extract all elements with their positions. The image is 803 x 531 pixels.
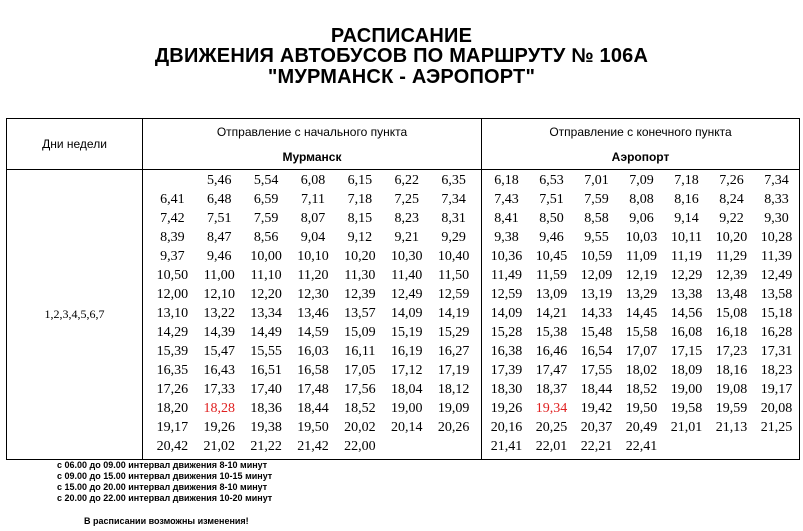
departure-time: 15,28	[490, 325, 523, 340]
departure-time: 18,23	[760, 363, 793, 378]
departure-time: 7,18	[674, 173, 699, 188]
interval-note: с 06.00 до 09.00 интервал движения 8-10 минут	[57, 460, 268, 470]
departure-time: 11,19	[671, 249, 702, 264]
departure-time: 14,59	[297, 325, 329, 340]
departure-time: 19,58	[670, 401, 703, 416]
departure-time: 9,29	[441, 230, 466, 245]
time-row	[149, 247, 477, 266]
departure-time: 6,35	[441, 173, 466, 188]
departure-time: 18,28	[203, 401, 236, 416]
departure-time: 20,25	[535, 420, 568, 435]
departure-time: 14,39	[203, 325, 236, 340]
departure-time: 11,30	[344, 268, 376, 283]
departure-time: 13,48	[715, 287, 748, 302]
departure-time: 12,59	[490, 287, 523, 302]
departure-time: 20,42	[156, 439, 189, 454]
departure-time: 21,13	[715, 420, 748, 435]
departure-time: 7,11	[301, 192, 325, 207]
murmansk-times	[143, 170, 482, 460]
departure-time: 17,15	[670, 344, 703, 359]
departure-time	[430, 437, 477, 456]
departure-time: 16,19	[390, 344, 423, 359]
departure-time: 18,16	[715, 363, 748, 378]
time-row	[149, 323, 477, 342]
title-line-1: РАСПИСАНИЕ	[330, 25, 473, 47]
time-row	[484, 342, 799, 361]
departure-time: 19,50	[297, 420, 329, 435]
departure-time: 9,12	[347, 230, 373, 245]
departure-time: 20,26	[437, 420, 470, 435]
departure-time: 14,09	[390, 306, 423, 321]
departure-time: 14,09	[490, 306, 523, 321]
departure-time: 9,46	[207, 249, 232, 264]
departure-time: 10,10	[297, 249, 329, 264]
departure-time: 14,19	[437, 306, 470, 321]
departure-time: 15,08	[715, 306, 748, 321]
departure-time: 10,03	[625, 230, 658, 245]
departure-time: 16,08	[670, 325, 703, 340]
title-line-2: ДВИЖЕНИЯ АВТОБУСОВ ПО МАРШРУТУ № 106А	[154, 45, 649, 67]
departure-time: 9,04	[300, 230, 326, 245]
departure-time: 22,01	[535, 439, 568, 454]
departure-time: 8,58	[584, 211, 609, 226]
departure-time: 11,29	[716, 249, 747, 264]
departure-time: 13,10	[156, 306, 189, 321]
departure-time: 14,29	[156, 325, 189, 340]
departure-time: 9,14	[674, 211, 699, 226]
departure-time: 10,45	[535, 249, 568, 264]
departure-time: 18,37	[535, 382, 568, 397]
departure-time: 21,02	[203, 439, 236, 454]
interval-note: с 15.00 до 20.00 интервал движения 8-10 минут	[57, 482, 268, 492]
departure-time: 12,09	[580, 268, 613, 283]
departure-time: 12,19	[625, 268, 658, 283]
departure-time: 11,50	[438, 268, 470, 283]
departure-time: 17,55	[580, 363, 613, 378]
interval-note: с 20.00 до 22.00 интервал движения 10-20 минут	[57, 493, 273, 503]
time-row	[149, 380, 477, 399]
departure-time: 12,20	[250, 287, 282, 302]
departure-time: 8,47	[207, 230, 232, 245]
departure-time: 8,39	[160, 230, 185, 245]
departure-time: 10,30	[390, 249, 423, 264]
departure-time: 13,22	[203, 306, 236, 321]
departure-time: 6,08	[300, 173, 326, 188]
departure-time: 7,18	[347, 192, 373, 207]
time-row	[149, 342, 477, 361]
departure-time: 8,16	[674, 192, 699, 207]
departure-time: 18,02	[625, 363, 658, 378]
departure-time: 12,00	[156, 287, 189, 302]
time-row	[484, 285, 799, 304]
time-row	[484, 247, 799, 266]
departure-time: 19,09	[437, 401, 470, 416]
departure-time: 5,54	[253, 173, 279, 188]
departure-time: 8,15	[347, 211, 373, 226]
departure-time: 8,24	[719, 192, 744, 207]
departure-time: 7,09	[629, 173, 654, 188]
days-header: Дни недели	[7, 119, 143, 170]
interval-notes	[57, 460, 272, 504]
departure-time: 18,36	[250, 401, 282, 416]
departure-time: 14,45	[625, 306, 658, 321]
departure-time: 11,10	[250, 268, 282, 283]
departure-time: 17,33	[203, 382, 236, 397]
time-row	[149, 171, 477, 190]
departure-time: 19,26	[490, 401, 523, 416]
departure-time: 5,46	[207, 173, 232, 188]
departure-time: 14,21	[535, 306, 568, 321]
departure-time: 15,18	[760, 306, 793, 321]
departure-time: 18,12	[437, 382, 470, 397]
departure-time: 20,16	[490, 420, 523, 435]
departure-time: 16,54	[580, 344, 613, 359]
departure-time: 22,00	[344, 439, 376, 454]
departure-time: 20,49	[625, 420, 658, 435]
departure-time: 17,48	[297, 382, 329, 397]
departure-time: 10,11	[671, 230, 702, 245]
time-row	[484, 323, 799, 342]
departure-time: 8,56	[253, 230, 279, 245]
departure-time: 12,39	[344, 287, 376, 302]
departure-time: 19,59	[715, 401, 748, 416]
departure-time: 9,06	[629, 211, 654, 226]
departure-time: 12,30	[297, 287, 329, 302]
departure-time: 7,42	[160, 211, 185, 226]
time-row	[484, 266, 799, 285]
departure-time: 21,22	[250, 439, 282, 454]
departure-time: 12,49	[760, 268, 793, 283]
departure-time: 17,05	[344, 363, 376, 378]
time-row	[484, 209, 799, 228]
departure-time: 21,42	[297, 439, 329, 454]
departure-time: 8,50	[539, 211, 564, 226]
departure-time: 18,30	[490, 382, 523, 397]
departure-time: 18,09	[670, 363, 703, 378]
departure-time: 7,26	[719, 173, 744, 188]
departure-time: 19,17	[760, 382, 793, 397]
departure-time: 12,39	[715, 268, 748, 283]
departure-time: 18,52	[625, 382, 658, 397]
departure-time: 20,02	[344, 420, 376, 435]
departure-time: 9,22	[719, 211, 744, 226]
departure-time: 21,41	[490, 439, 523, 454]
departure-time: 13,29	[625, 287, 658, 302]
departure-time: 19,50	[625, 401, 658, 416]
departure-time: 16,38	[490, 344, 523, 359]
departure-time: 15,38	[535, 325, 568, 340]
departure-time: 7,25	[394, 192, 419, 207]
departure-time: 10,59	[580, 249, 613, 264]
departure-start-point: Мурманск	[282, 150, 342, 164]
departure-time: 15,29	[437, 325, 470, 340]
departure-time: 7,34	[441, 192, 466, 207]
departure-time: 17,12	[390, 363, 423, 378]
time-row	[484, 228, 799, 247]
departure-time: 12,10	[203, 287, 236, 302]
departure-time: 18,20	[156, 401, 189, 416]
departure-time: 11,59	[536, 268, 567, 283]
departure-time: 17,47	[535, 363, 568, 378]
departure-time: 10,20	[344, 249, 376, 264]
time-row	[149, 418, 477, 437]
schedule-table	[6, 118, 800, 460]
departure-time: 6,59	[253, 192, 279, 207]
departure-time: 11,40	[391, 268, 423, 283]
departure-time: 16,28	[760, 325, 793, 340]
departure-time: 15,39	[156, 344, 189, 359]
departure-time: 8,08	[629, 192, 654, 207]
departure-time: 18,44	[580, 382, 613, 397]
departure-time: 8,41	[494, 211, 519, 226]
departure-time: 17,40	[250, 382, 282, 397]
departure-time: 16,11	[344, 344, 376, 359]
time-row	[484, 190, 799, 209]
departure-time: 11,20	[297, 268, 329, 283]
departure-time: 12,49	[390, 287, 423, 302]
departure-time: 19,42	[580, 401, 613, 416]
departure-time	[754, 437, 799, 456]
time-row	[149, 361, 477, 380]
departure-time: 15,19	[390, 325, 423, 340]
departure-time: 6,41	[160, 192, 185, 207]
departure-time: 14,49	[250, 325, 282, 340]
time-row	[149, 399, 477, 418]
departure-time: 6,18	[494, 173, 519, 188]
departure-time: 18,52	[344, 401, 376, 416]
departure-time: 18,04	[390, 382, 423, 397]
title-line-3: "МУРМАНСК - АЭРОПОРТ"	[267, 66, 536, 88]
departure-time: 6,22	[394, 173, 419, 188]
schedule-change-notice: В расписании возможны изменения!	[84, 516, 249, 526]
time-row	[484, 361, 799, 380]
departure-time: 15,55	[250, 344, 282, 359]
departure-time: 15,58	[625, 325, 658, 340]
departure-time: 20,14	[390, 420, 423, 435]
departure-time: 19,00	[670, 382, 703, 397]
departure-end-point: Аэропорт	[611, 150, 670, 164]
departure-time: 8,23	[394, 211, 419, 226]
departure-start-label: Отправление с начального пункта	[216, 125, 408, 139]
departure-time: 17,39	[490, 363, 523, 378]
time-row	[484, 380, 799, 399]
departure-time: 16,27	[437, 344, 470, 359]
departure-time: 18,44	[297, 401, 329, 416]
departure-time: 10,28	[760, 230, 793, 245]
departure-time: 17,31	[760, 344, 793, 359]
departure-time: 9,37	[160, 249, 185, 264]
departure-time: 13,46	[297, 306, 329, 321]
departure-time: 8,07	[300, 211, 326, 226]
departure-time: 9,21	[394, 230, 419, 245]
departure-time: 6,48	[207, 192, 232, 207]
departure-time: 17,23	[715, 344, 748, 359]
departure-time: 9,30	[764, 211, 789, 226]
departure-time: 12,29	[670, 268, 703, 283]
departure-time: 17,26	[156, 382, 189, 397]
departure-time: 15,09	[344, 325, 376, 340]
time-row	[149, 266, 477, 285]
departure-time: 16,46	[535, 344, 568, 359]
time-row	[149, 285, 477, 304]
time-row	[149, 437, 477, 456]
departure-time: 20,37	[580, 420, 613, 435]
departure-time: 13,57	[344, 306, 376, 321]
murmansk-header	[143, 119, 482, 170]
departure-time: 9,46	[539, 230, 564, 245]
departure-time: 19,00	[390, 401, 423, 416]
departure-time: 17,56	[344, 382, 376, 397]
departure-time: 16,35	[156, 363, 189, 378]
departure-time: 16,58	[297, 363, 329, 378]
departure-time: 13,58	[760, 287, 793, 302]
departure-time: 21,25	[760, 420, 793, 435]
departure-time: 9,55	[584, 230, 609, 245]
departure-time: 7,51	[539, 192, 564, 207]
departure-time: 10,00	[250, 249, 282, 264]
departure-time: 10,20	[715, 230, 748, 245]
time-row	[149, 209, 477, 228]
departure-time: 22,41	[625, 439, 658, 454]
departure-time: 7,01	[584, 173, 609, 188]
departure-time: 19,26	[203, 420, 236, 435]
departure-time: 10,40	[437, 249, 470, 264]
departure-time: 20,08	[760, 401, 793, 416]
time-row	[484, 171, 799, 190]
departure-time: 11,00	[203, 268, 235, 283]
departure-time: 8,33	[764, 192, 789, 207]
departure-time: 19,08	[715, 382, 748, 397]
departure-time: 13,34	[250, 306, 282, 321]
departure-time: 17,07	[625, 344, 658, 359]
departure-time: 6,15	[347, 173, 373, 188]
time-row	[484, 418, 799, 437]
departure-time: 11,09	[626, 249, 657, 264]
time-row	[149, 228, 477, 247]
departure-time	[709, 437, 754, 456]
departure-time: 9,38	[494, 230, 519, 245]
departure-time: 16,51	[250, 363, 282, 378]
time-row	[484, 399, 799, 418]
departure-time: 13,38	[670, 287, 703, 302]
departure-time	[383, 437, 430, 456]
time-row	[484, 304, 799, 323]
days-of-week: 1,2,3,4,5,6,7	[7, 170, 143, 460]
departure-time	[664, 437, 709, 456]
departure-end-label: Отправление с конечного пункта	[549, 125, 732, 139]
departure-time: 7,59	[253, 211, 279, 226]
departure-time: 19,34	[535, 401, 568, 416]
departure-time: 15,47	[203, 344, 236, 359]
departure-time: 12,59	[437, 287, 470, 302]
departure-time: 13,09	[535, 287, 568, 302]
departure-time: 15,48	[580, 325, 613, 340]
departure-time: 21,01	[670, 420, 703, 435]
departure-time: 7,59	[584, 192, 609, 207]
departure-time: 11,49	[491, 268, 522, 283]
departure-time: 14,33	[580, 306, 613, 321]
departure-time: 17,19	[437, 363, 470, 378]
airport-times	[482, 170, 800, 460]
departure-time: 6,53	[539, 173, 564, 188]
airport-header	[482, 119, 800, 170]
departure-time: 7,34	[764, 173, 789, 188]
departure-time: 10,50	[156, 268, 189, 283]
time-row	[149, 304, 477, 323]
departure-time	[149, 171, 196, 190]
departure-time: 8,31	[441, 211, 466, 226]
departure-time: 11,39	[761, 249, 792, 264]
departure-time: 16,03	[297, 344, 329, 359]
departure-time: 16,43	[203, 363, 236, 378]
departure-time: 19,38	[250, 420, 282, 435]
departure-time: 14,56	[670, 306, 703, 321]
departure-time: 7,43	[494, 192, 519, 207]
departure-time: 13,19	[580, 287, 613, 302]
departure-time: 7,51	[207, 211, 232, 226]
departure-time: 19,17	[156, 420, 189, 435]
interval-note: с 09.00 до 15.00 интервал движения 10-15 минут	[57, 471, 273, 481]
time-row	[149, 190, 477, 209]
time-row	[484, 437, 799, 456]
departure-time: 10,36	[490, 249, 523, 264]
departure-time: 16,18	[715, 325, 748, 340]
departure-time: 22,21	[580, 439, 613, 454]
